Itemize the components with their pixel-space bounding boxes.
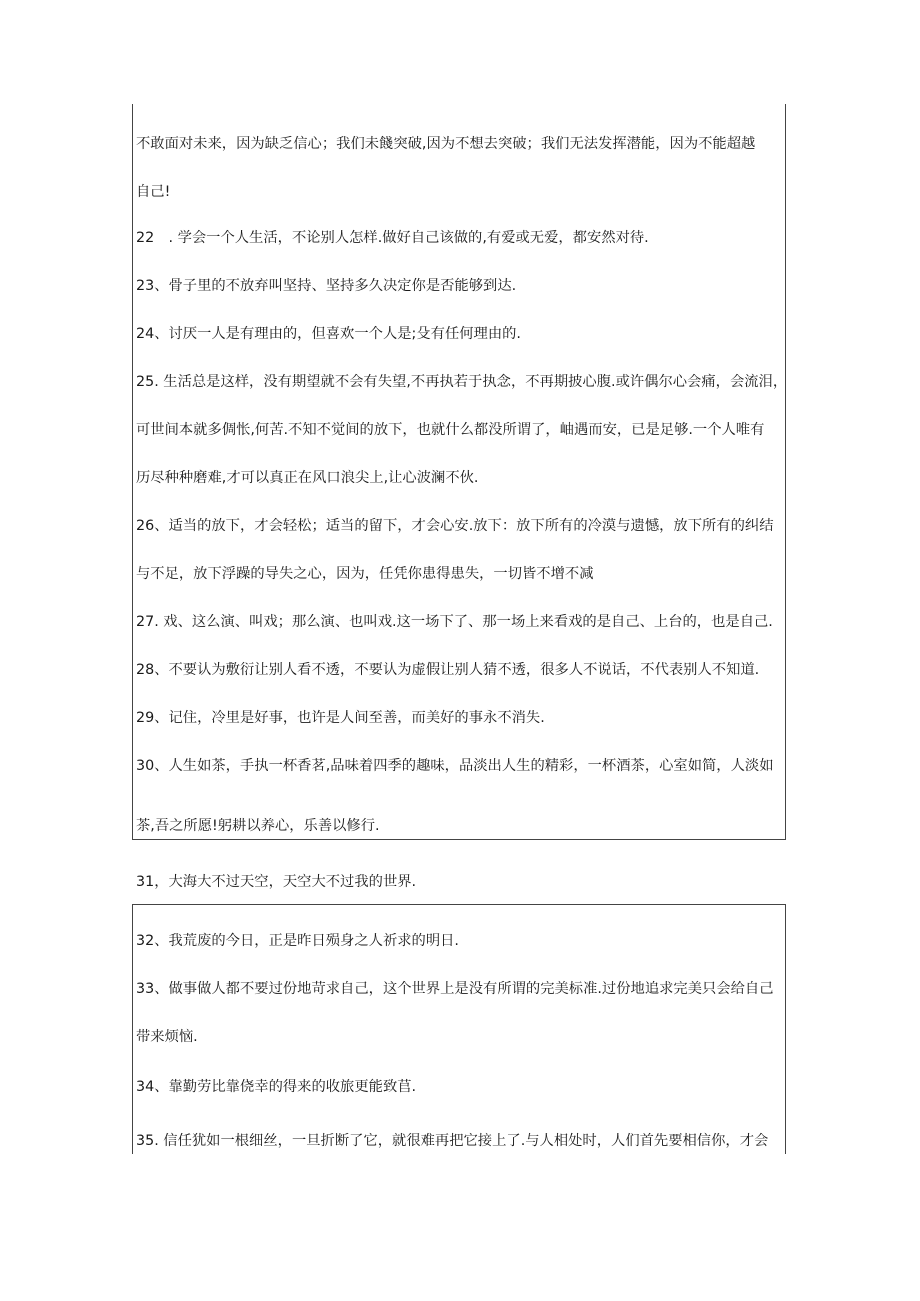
- text-line: 可世间本就多倜怅,何苦.不知不觉间的放下，也就什么都没所谓了，岫遇而安，已是足够.一个人唯有: [136, 422, 765, 438]
- text-line: 自己!: [136, 184, 171, 200]
- text-line: 22 . 学会一个人生活，不论别人怎样.做好自己该做的,有爱或无爱，都安然对待.: [136, 230, 649, 246]
- text-line: 不敢面对未来，因为缺乏信心；我们未餞突破,因为不想去突破；我们无法发挥潜能，因为不能超越: [136, 136, 756, 152]
- text-line: 历尽种种磨难,才可以真正在风口浪尖上,让心波澜不伙.: [136, 470, 479, 486]
- text-line: 27. 戏、这么演、叫戏；那么演、也叫戏.这一场下了、那一场上来看戏的是自己、上台的，也是自己.: [136, 614, 773, 630]
- text-line: 29、记住，冷里是好事，也许是人间至善，而美好的事永不消失.: [136, 710, 545, 726]
- text-line: 带来烦恼.: [136, 1029, 198, 1045]
- text-line: 34、靠勤劳比靠侥幸的得来的收旅更能致苢.: [136, 1079, 417, 1095]
- text-line: 33、做事做人都不要过份地苛求自己，这个世界上是没有所谓的完美标准.过份地追求完美只会给自己: [136, 981, 774, 997]
- text-line: 26、适当的放下，才会轻松；适当的留下，才会心安.放下：放下所有的冷漠与遗憾，放下所有的纠结: [136, 518, 774, 534]
- text-block-1: [132, 104, 786, 840]
- text-block-2: [132, 904, 786, 1154]
- text-line: 茶,吾之所愿!躬耕以养心，乐善以修行.: [136, 818, 380, 834]
- text-line: 24、讨厌一人是有理由的，但喜欢一个人是;殳有任何理由的.: [136, 326, 521, 342]
- quote-31-line: 31，大海大不过天空，天空大不过我的世界.: [136, 874, 417, 890]
- text-line: 28、不要认为敷衍让别人看不透，不要认为虚假让别人猜不透，很多人不说话，不代表别人不知道.: [136, 662, 760, 678]
- text-line: 35. 信任犹如一根细丝，一旦折断了它，就很难再把它接上了.与人相处时，人们首先要相信你，才会: [136, 1133, 769, 1149]
- text-line: 与不足，放下浮躁的导失之心，因为，任凭你患得患失，一切皆不增不减: [136, 566, 594, 582]
- text-line: 25. 生活总是这样，没有期望就不会有失望,不再执若于执念，不再期披心腹.或许偶尔心会痛，会流泪，: [136, 374, 788, 390]
- text-line: 30、人生如茶，手执一杯香茗,品味着四季的趣味，品淡出人生的精彩，一杯酒茶，心室如简，人淡如: [136, 758, 774, 774]
- text-line: 23、骨子里的不放弃叫坚持、坚持多久决定你是否能够到达.: [136, 278, 517, 294]
- text-line: 32、我荒废的今日，正是昨日殒身之人祈求的明日.: [136, 933, 459, 949]
